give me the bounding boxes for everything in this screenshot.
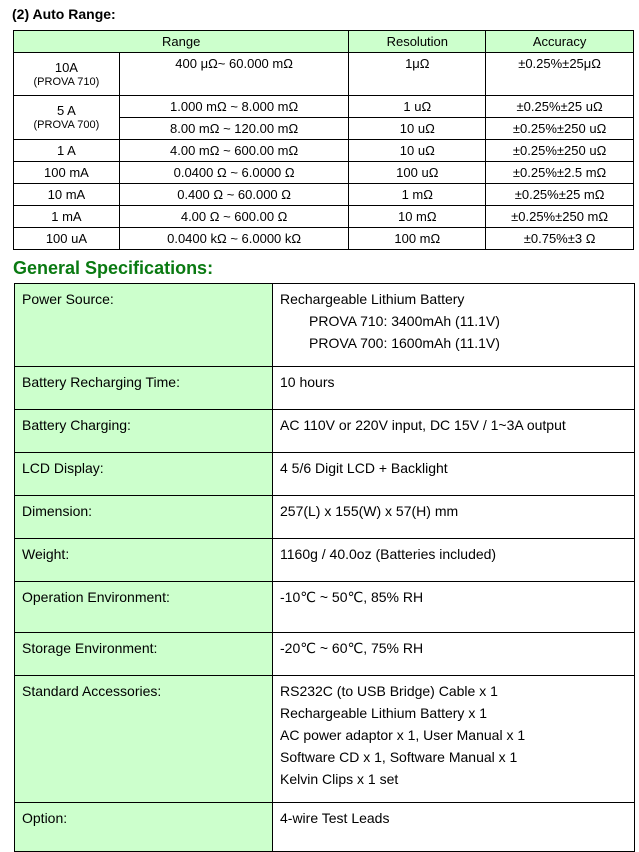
spec-row-charging	[15, 410, 635, 453]
spec-label: Power Source:	[15, 284, 273, 367]
range-cell: 0.0400 Ω ~ 6.0000 Ω	[119, 162, 349, 184]
spec-value	[273, 676, 635, 803]
range-cell: 4.00 Ω ~ 600.00 Ω	[119, 206, 349, 228]
current-value: 5 A	[57, 103, 76, 118]
spec-row-option	[15, 803, 635, 852]
current-cell: 10 mA	[14, 184, 120, 206]
table-row	[14, 162, 634, 184]
spec-value: 257(L) x 155(W) x 57(H) mm	[273, 496, 635, 539]
spec-row-dimension	[15, 496, 635, 539]
current-cell: 100 uA	[14, 228, 120, 250]
accuracy-cell: ±0.25%±250 uΩ	[486, 140, 634, 162]
resolution-cell: 10 mΩ	[349, 206, 486, 228]
range-cell: 4.00 mΩ ~ 600.00 mΩ	[119, 140, 349, 162]
table-row	[14, 184, 634, 206]
general-specifications-heading: General Specifications:	[13, 258, 214, 278]
accessory-item: Rechargeable Lithium Battery x 1	[280, 705, 487, 721]
range-cell: 8.00 mΩ ~ 120.00 mΩ	[119, 118, 349, 140]
resolution-cell: 100 uΩ	[349, 162, 486, 184]
spec-label: Operation Environment:	[15, 582, 273, 633]
accuracy-cell: ±0.25%±250 mΩ	[486, 206, 634, 228]
spec-label: Battery Charging:	[15, 410, 273, 453]
table-row	[14, 228, 634, 250]
spec-label: Dimension:	[15, 496, 273, 539]
spec-label: Battery Recharging Time:	[15, 367, 273, 410]
table-header-row	[14, 31, 634, 53]
spec-row-power-source	[15, 284, 635, 367]
spec-row-lcd	[15, 453, 635, 496]
spec-label: Storage Environment:	[15, 633, 273, 676]
auto-range-heading: (2) Auto Range:	[12, 6, 116, 22]
model-note: (PROVA 700)	[33, 119, 100, 131]
spec-value: -10℃ ~ 50℃, 85% RH	[273, 582, 635, 633]
spec-value-line: PROVA 710: 3400mAh (11.1V)	[309, 313, 500, 329]
resolution-cell: 100 mΩ	[349, 228, 486, 250]
current-cell	[14, 53, 120, 96]
table-row	[14, 96, 634, 118]
header-range: Range	[14, 31, 349, 53]
spec-value	[273, 284, 635, 367]
general-specifications-table	[14, 283, 635, 852]
spec-value-line: Rechargeable Lithium Battery	[280, 291, 465, 307]
model-note: (PROVA 710)	[33, 75, 100, 88]
spec-row-weight	[15, 539, 635, 582]
accessory-item: RS232C (to USB Bridge) Cable x 1	[280, 683, 498, 699]
spec-value: 1160g / 40.0oz (Batteries included)	[273, 539, 635, 582]
current-cell	[14, 96, 120, 140]
current-cell: 1 A	[14, 140, 120, 162]
spec-value: -20℃ ~ 60℃, 75% RH	[273, 633, 635, 676]
current-cell: 1 mA	[14, 206, 120, 228]
spec-value: 10 hours	[273, 367, 635, 410]
spec-row-accessories	[15, 676, 635, 803]
header-resolution: Resolution	[349, 31, 486, 53]
header-accuracy: Accuracy	[486, 31, 634, 53]
current-value: 10A	[54, 59, 78, 75]
auto-range-table	[13, 30, 634, 250]
spec-row-recharge-time	[15, 367, 635, 410]
resolution-cell: 1 uΩ	[349, 96, 486, 118]
accuracy-cell: ±0.25%±25 mΩ	[486, 184, 634, 206]
range-cell: 0.400 Ω ~ 60.000 Ω	[119, 184, 349, 206]
resolution-cell: 10 uΩ	[349, 140, 486, 162]
accuracy-cell: ±0.25%±2.5 mΩ	[486, 162, 634, 184]
spec-label: Option:	[15, 803, 273, 852]
spec-value: 4-wire Test Leads	[273, 803, 635, 852]
resolution-cell: 10 uΩ	[349, 118, 486, 140]
resolution-cell: 1μΩ	[349, 53, 486, 96]
current-cell: 100 mA	[14, 162, 120, 184]
accuracy-cell: ±0.25%±250 uΩ	[486, 118, 634, 140]
table-row	[14, 206, 634, 228]
spec-label: LCD Display:	[15, 453, 273, 496]
accessory-item: Software CD x 1, Software Manual x 1	[280, 749, 518, 765]
table-row	[14, 140, 634, 162]
spec-row-operation-environment	[15, 582, 635, 633]
spec-value: 4 5/6 Digit LCD + Backlight	[273, 453, 635, 496]
table-row	[14, 53, 634, 96]
range-cell: 400 μΩ~ 60.000 mΩ	[119, 53, 349, 96]
range-cell: 0.0400 kΩ ~ 6.0000 kΩ	[119, 228, 349, 250]
spec-row-storage-environment	[15, 633, 635, 676]
accessory-item: AC power adaptor x 1, User Manual x 1	[280, 727, 526, 743]
spec-value-line: PROVA 700: 1600mAh (11.1V)	[309, 335, 500, 351]
range-cell: 1.000 mΩ ~ 8.000 mΩ	[119, 96, 349, 118]
accuracy-cell: ±0.25%±25μΩ	[486, 53, 634, 96]
accessory-item: Kelvin Clips x 1 set	[280, 771, 399, 787]
spec-label: Weight:	[15, 539, 273, 582]
spec-value: AC 110V or 220V input, DC 15V / 1~3A output	[273, 410, 635, 453]
accuracy-cell: ±0.75%±3 Ω	[486, 228, 634, 250]
accuracy-cell: ±0.25%±25 uΩ	[486, 96, 634, 118]
spec-label: Standard Accessories:	[15, 676, 273, 803]
resolution-cell: 1 mΩ	[349, 184, 486, 206]
